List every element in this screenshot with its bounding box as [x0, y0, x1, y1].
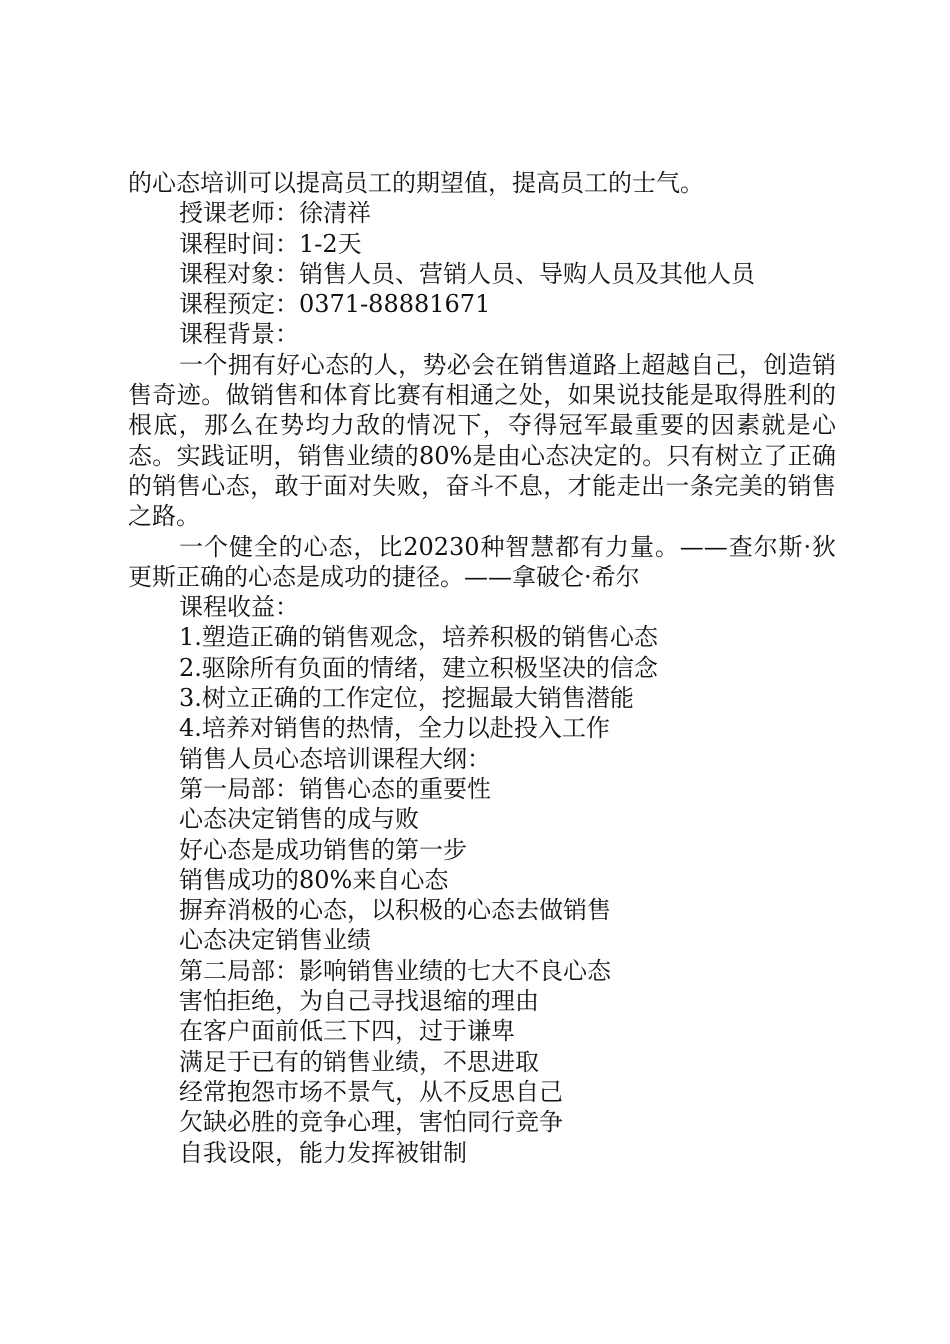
outline-item: 经常抱怨市场不景气，从不反思自己: [179, 1077, 563, 1106]
outline-item: 销售成功的80%来自心态: [179, 865, 449, 894]
outline-item: 害怕拒绝，为自己寻找退缩的理由: [179, 987, 539, 1016]
intro-tail-line: 的心态培训可以提高员工的期望值，提高员工的士气。: [128, 169, 704, 197]
outline-title: 销售人员心态培训课程大纲：: [179, 744, 491, 773]
outline-item: 欠缺必胜的竞争心理，害怕同行竞争: [179, 1108, 563, 1137]
duration-line: 课程时间：1-2天: [179, 229, 362, 258]
outline-item: 在客户面前低三下四，过于谦卑: [179, 1017, 515, 1046]
document-page: [128, 168, 836, 1168]
outline-item: 好心态是成功销售的第一步: [179, 835, 467, 864]
benefits-label: 课程收益：: [179, 593, 299, 622]
benefit-item: 3.树立正确的工作定位，挖掘最大销售潜能: [179, 684, 634, 713]
benefit-item: 1.塑造正确的销售观念，培养积极的销售心态: [179, 623, 658, 652]
outline-item: 自我设限，能力发挥被钳制: [179, 1138, 467, 1167]
outline-item: 心态决定销售的成与败: [179, 805, 419, 834]
booking-line: 课程预定：0371-88881671: [179, 290, 491, 319]
benefit-item: 4.培养对销售的热情，全力以赴投入工作: [179, 714, 610, 743]
audience-line: 课程对象：销售人员、营销人员、导购人员及其他人员: [179, 259, 755, 288]
outline-item: 心态决定销售业绩: [179, 926, 371, 955]
background-paragraph: 一个拥有好心态的人，势必会在销售道路上超越自己，创造销售奇迹。做销售和体育比赛有相通之处，如果说技能是取得胜利的根底，那么在势均力敌的情况下，夺得冠军最重要的因素就是心态。实践证明，销售业绩的80%是由心态决定的。只有树立了正确的销售心态，敢于面对失败，奋斗不息，才能走出一条完美的销售之路。: [128, 350, 836, 531]
background-label: 课程背景：: [179, 320, 299, 349]
benefit-item: 2.驱除所有负面的情绪，建立积极坚决的信念: [179, 653, 658, 682]
outline-item: 摒弃消极的心态，以积极的心态去做销售: [179, 896, 611, 925]
part1-heading: 第一局部：销售心态的重要性: [179, 774, 491, 803]
quote-paragraph: 一个健全的心态，比20230种智慧都有力量。——查尔斯·狄更斯正确的心态是成功的捷径。——拿破仑·希尔: [128, 532, 836, 591]
outline-item: 满足于已有的销售业绩，不思进取: [179, 1047, 539, 1076]
part2-heading: 第二局部：影响销售业绩的七大不良心态: [179, 956, 611, 985]
teacher-line: 授课老师：徐清祥: [179, 199, 371, 228]
